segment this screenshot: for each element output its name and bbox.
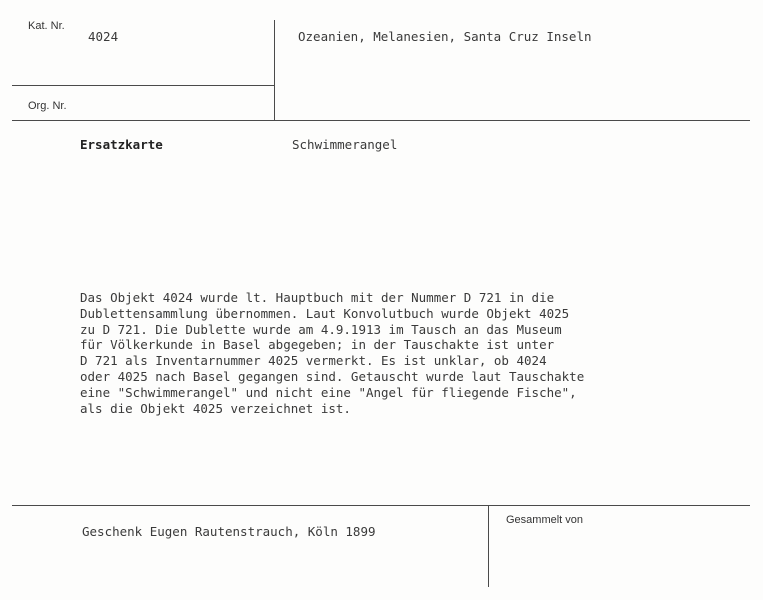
footer-divider-vertical bbox=[488, 505, 489, 587]
description-line: als die Objekt 4025 verzeichnet ist. bbox=[80, 400, 351, 416]
description-line: D 721 als Inventarnummer 4025 vermerkt. Es ist unklar, ob 4024 bbox=[80, 353, 547, 369]
description-paragraph bbox=[80, 290, 740, 416]
header-bottom-rule bbox=[12, 120, 750, 121]
donation-text: Geschenk Eugen Rautenstrauch, Köln 1899 bbox=[82, 524, 376, 539]
header-divider-vertical bbox=[274, 20, 275, 120]
region-text: Ozeanien, Melanesien, Santa Cruz Inseln bbox=[298, 29, 592, 44]
org-nr-label: Org. Nr. bbox=[28, 100, 67, 112]
footer-top-rule bbox=[12, 505, 750, 506]
description-line: für Völkerkunde in Basel abgegeben; in der Tauschakte ist unter bbox=[80, 337, 555, 353]
description-line: eine "Schwimmerangel" und nicht eine "Angel für fliegende Fische", bbox=[80, 384, 577, 400]
description-line: oder 4025 nach Basel gegangen sind. Getauscht wurde laut Tauschakte bbox=[80, 368, 585, 384]
description-line: zu D 721. Die Dublette wurde am 4.9.1913 im Tausch an das Museum bbox=[80, 321, 562, 337]
description-line: Das Objekt 4024 wurde lt. Hauptbuch mit der Nummer D 721 in die bbox=[80, 290, 555, 305]
description-line: Dublettensammlung übernommen. Laut Konvolutbuch wurde Objekt 4025 bbox=[80, 305, 570, 321]
collected-by-label: Gesammelt von bbox=[506, 514, 584, 526]
card-type-heading: Ersatzkarte bbox=[80, 137, 163, 152]
kat-nr-label: Kat. Nr. bbox=[28, 20, 65, 32]
kat-nr-value: 4024 bbox=[88, 29, 119, 44]
header-divider-kat bbox=[12, 85, 274, 86]
object-name: Schwimmerangel bbox=[292, 137, 398, 152]
